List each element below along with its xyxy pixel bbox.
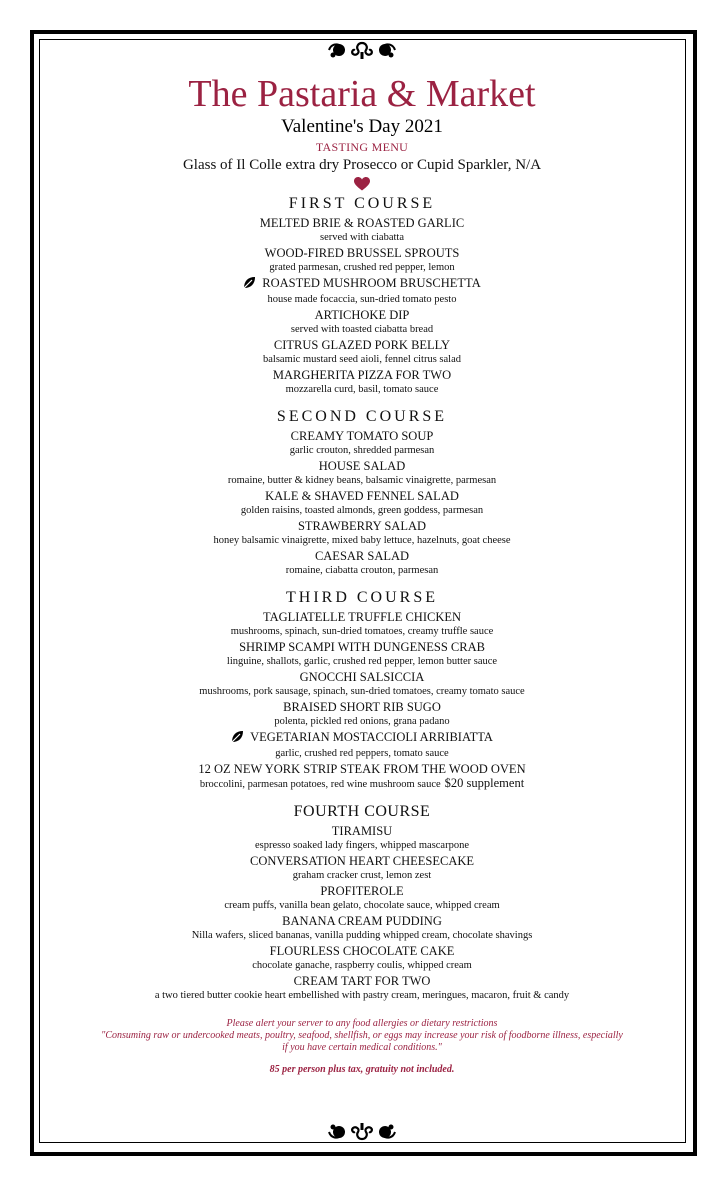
menu-item (40, 519, 684, 547)
menu-item-name-text: CITRUS GLAZED PORK BELLY (273, 338, 451, 352)
menu-item-name-text: CONVERSATION HEART CHEESECAKE (249, 854, 475, 868)
menu-item-name-text: STRAWBERRY SALAD (297, 519, 427, 533)
menu-item (40, 429, 684, 457)
menu-item-name (40, 368, 684, 383)
menu-item-name-text: TAGLIATELLE TRUFFLE CHICKEN (262, 610, 462, 624)
menu-item-description (40, 353, 684, 366)
leaf-icon (243, 276, 256, 293)
menu-item-description-text: mozzarella curd, basil, tomato sauce (285, 384, 439, 395)
leaf-icon (231, 730, 244, 747)
menu-item-name-text: VEGETARIAN MOSTACCIOLI ARRIBIATTA (250, 730, 493, 744)
menu-item-description-text: a two tiered butter cookie heart embellished with pastry cream, meringues, macaron, fruit & candy (154, 990, 570, 1001)
menu-item-description (40, 747, 684, 760)
menu-item-name-text: TIRAMISU (331, 824, 393, 838)
menu-item-description-text: romaine, ciabatta crouton, parmesan (285, 565, 439, 576)
footer-notes (40, 1018, 684, 1076)
menu-item-description (40, 989, 684, 1002)
price-note: 85 per person plus tax, gratuity not included. (269, 1064, 455, 1075)
menu-item-description-text: romaine, butter & kidney beans, balsamic vinaigrette, parmesan (227, 475, 497, 486)
menu-item-name (40, 489, 684, 504)
menu-item (40, 640, 684, 668)
menu-item-description (40, 625, 684, 638)
menu-item-name-text: PROFITEROLE (320, 884, 404, 898)
menu-item (40, 246, 684, 274)
courses-list (40, 194, 684, 1002)
menu-item-name (40, 308, 684, 323)
menu-item-name (40, 216, 684, 231)
menu-item-name (40, 854, 684, 869)
menu-item-name-text: BRAISED SHORT RIB SUGO (283, 700, 441, 714)
menu-item-name (40, 276, 684, 293)
course-heading: THIRD COURSE (285, 589, 438, 606)
menu-item-description-text: garlic, crushed red peppers, tomato sauce (275, 748, 449, 759)
menu-item-description (40, 261, 684, 274)
menu-item-name-text: FLOURLESS CHOCOLATE CAKE (269, 944, 455, 958)
ornament-top-icon (0, 40, 724, 64)
menu-item-description (40, 293, 684, 306)
menu-item-name-text: BANANA CREAM PUDDING (282, 914, 442, 928)
menu-item-description (40, 504, 684, 517)
menu-item (40, 670, 684, 698)
menu-item-description-text: polenta, pickled red onions, grana padano (274, 716, 450, 727)
course-heading: SECOND COURSE (276, 408, 448, 425)
menu-item-name (40, 429, 684, 444)
menu-item (40, 459, 684, 487)
menu-item-name-text: MELTED BRIE & ROASTED GARLIC (259, 216, 465, 230)
menu-item (40, 489, 684, 517)
menu-item-name (40, 610, 684, 625)
menu-item-description (40, 839, 684, 852)
menu-item-description-text: served with ciabatta (320, 232, 404, 243)
menu-item-description-text: broccolini, parmesan potatoes, red wine mushroom sauce (199, 779, 441, 790)
menu-item-name (40, 640, 684, 655)
menu-item-name-text: ROASTED MUSHROOM BRUSCHETTA (262, 276, 481, 290)
menu-item-name (40, 459, 684, 474)
menu-item-name-text: 12 OZ NEW YORK STRIP STEAK FROM THE WOOD OVEN (198, 762, 526, 776)
menu-item-name-text: HOUSE SALAD (318, 459, 406, 473)
menu-item-name-text: CREAM TART FOR TWO (293, 974, 431, 988)
menu-item (40, 276, 684, 306)
restaurant-title: The Pastaria & Market (188, 73, 536, 115)
supplement-price: $20 supplement (444, 776, 525, 790)
menu-item-name (40, 338, 684, 353)
menu-item-description (40, 777, 684, 791)
allergy-note: Please alert your server to any food allergies or dietary restrictions (226, 1018, 498, 1029)
menu-item-description (40, 869, 684, 882)
menu-item-description (40, 655, 684, 668)
menu-item-name-text: WOOD-FIRED BRUSSEL SPROUTS (264, 246, 460, 260)
foodborne-warning-line-1: "Consuming raw or undercooked meats, poultry, seafood, shellfish, or eggs may increase your risk of foodborne illness, especially (101, 1030, 623, 1041)
menu-item-description (40, 959, 684, 972)
menu-item-name-text: GNOCCHI SALSICCIA (299, 670, 425, 684)
menu-item-description (40, 323, 684, 336)
menu-item (40, 730, 684, 760)
menu-item (40, 308, 684, 336)
ornament-bottom-icon (0, 1122, 724, 1146)
menu-item-description-text: espresso soaked lady fingers, whipped mascarpone (254, 840, 470, 851)
menu-item-name-text: SHRIMP SCAMPI WITH DUNGENESS CRAB (239, 640, 485, 654)
menu-item-description-text: mushrooms, spinach, sun-dried tomatoes, creamy truffle sauce (230, 626, 494, 637)
welcome-drink: Glass of Il Colle extra dry Prosecco or Cupid Sparkler, N/A (182, 157, 542, 173)
menu-item-name-text: MARGHERITA PIZZA FOR TWO (272, 368, 452, 382)
foodborne-warning-line-2: if you have certain medical conditions." (282, 1042, 442, 1053)
menu-item-name (40, 762, 684, 777)
menu-item-description-text: served with toasted ciabatta bread (290, 324, 434, 335)
menu-item (40, 549, 684, 577)
menu-item-name-text: KALE & SHAVED FENNEL SALAD (265, 489, 459, 503)
menu-item-name (40, 914, 684, 929)
menu-item-description (40, 383, 684, 396)
menu-item-description-text: linguine, shallots, garlic, crushed red pepper, lemon butter sauce (226, 656, 498, 667)
menu-item (40, 610, 684, 638)
menu-item-description (40, 534, 684, 547)
menu-item-name (40, 246, 684, 261)
menu-item (40, 368, 684, 396)
menu-item-description-text: grated parmesan, crushed red pepper, lemon (269, 262, 455, 273)
menu-item (40, 884, 684, 912)
menu-item (40, 762, 684, 791)
menu-item (40, 338, 684, 366)
menu-item-name-text: CREAMY TOMATO SOUP (290, 429, 434, 443)
menu-item-name (40, 974, 684, 989)
menu-item (40, 216, 684, 244)
menu-content (40, 72, 684, 1076)
menu-item-description (40, 564, 684, 577)
menu-item (40, 944, 684, 972)
menu-item-name (40, 730, 684, 747)
menu-item (40, 854, 684, 882)
menu-item-description-text: chocolate ganache, raspberry coulis, whipped cream (252, 960, 472, 971)
menu-item-description (40, 444, 684, 457)
menu-item-name (40, 549, 684, 564)
course-heading: FIRST COURSE (288, 195, 436, 212)
menu-item-description (40, 899, 684, 912)
menu-item (40, 914, 684, 942)
course-heading: FOURTH COURSE (293, 803, 431, 820)
menu-item-description-text: Nilla wafers, sliced bananas, vanilla pudding whipped cream, chocolate shavings (191, 930, 533, 941)
menu-item-name (40, 824, 684, 839)
menu-item-name-text: ARTICHOKE DIP (314, 308, 410, 322)
menu-item (40, 700, 684, 728)
menu-item-description-text: honey balsamic vinaigrette, mixed baby lettuce, hazelnuts, goat cheese (213, 535, 511, 546)
menu-item-description-text: graham cracker crust, lemon zest (292, 870, 432, 881)
menu-item-name-text: CAESAR SALAD (314, 549, 410, 563)
menu-item-description (40, 929, 684, 942)
menu-item-description-text: balsamic mustard seed aioli, fennel citrus salad (263, 354, 461, 365)
menu-item-name (40, 670, 684, 685)
menu-item-description-text: mushrooms, pork sausage, spinach, sun-dried tomatoes, creamy tomato sauce (199, 686, 525, 697)
menu-item-description (40, 715, 684, 728)
menu-label: TASTING MENU (315, 140, 409, 154)
event-subtitle: Valentine's Day 2021 (281, 116, 443, 137)
menu-item (40, 824, 684, 852)
menu-item-name (40, 944, 684, 959)
menu-item-description-text: garlic crouton, shredded parmesan (289, 445, 435, 456)
menu-item-description-text: cream puffs, vanilla bean gelato, chocolate sauce, whipped cream (224, 900, 500, 911)
menu-item-description-text: golden raisins, toasted almonds, green goddess, parmesan (240, 505, 484, 516)
menu-item-description (40, 685, 684, 698)
menu-item-name (40, 884, 684, 899)
menu-item-name (40, 700, 684, 715)
menu-item-description (40, 474, 684, 487)
menu-item-description (40, 231, 684, 244)
menu-item-description-text: house made focaccia, sun-dried tomato pesto (267, 294, 457, 305)
heart-icon (40, 176, 684, 194)
menu-item-name (40, 519, 684, 534)
menu-item (40, 974, 684, 1002)
